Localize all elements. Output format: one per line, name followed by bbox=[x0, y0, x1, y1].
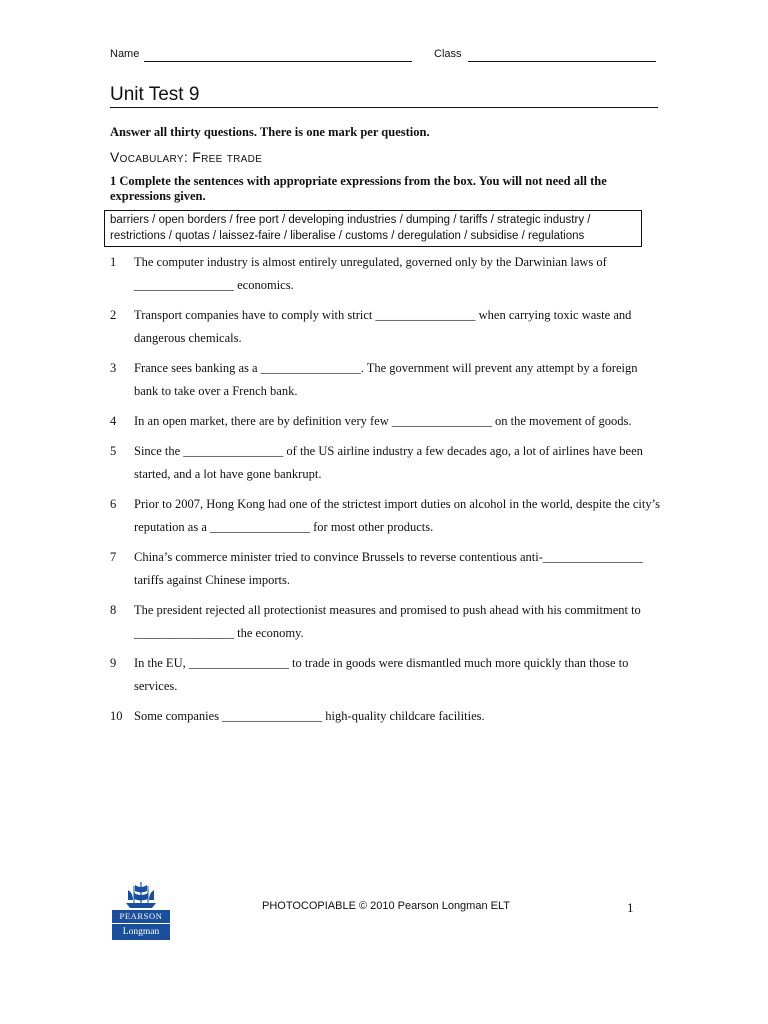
question-text: In the EU, ________________ to trade in goods were dismantled much more quickly than those to services. bbox=[134, 656, 629, 693]
question-number: 2 bbox=[110, 308, 117, 322]
question-text: Transport companies have to comply with strict ________________ when carrying toxic waste and dangerous chemicals. bbox=[134, 308, 632, 345]
question-text: Since the ________________ of the US airline industry a few decades ago, a lot of airlines have been started, and a lot have gone bankrupt. bbox=[134, 444, 643, 481]
student-info-row bbox=[110, 48, 658, 66]
question-item bbox=[110, 304, 660, 350]
page-title: Unit Test 9 bbox=[110, 84, 200, 105]
name-blank-line bbox=[144, 61, 412, 62]
general-instructions: Answer all thirty questions. There is one mark per question. bbox=[110, 125, 430, 139]
question-text: The president rejected all protectionist measures and promised to push ahead with his commitment to ________________ the economy. bbox=[134, 603, 641, 640]
question-item bbox=[110, 410, 660, 433]
logo-sub-text: Longman bbox=[112, 924, 170, 940]
question-list bbox=[110, 251, 660, 735]
question-item bbox=[110, 599, 660, 645]
question-number: 1 bbox=[110, 255, 117, 269]
class-label: Class bbox=[434, 48, 462, 60]
name-label: Name bbox=[110, 48, 140, 60]
question-text: Some companies ________________ high-quality childcare facilities. bbox=[134, 709, 485, 723]
class-blank-line bbox=[468, 61, 656, 62]
question-number: 9 bbox=[110, 656, 117, 670]
question-number: 3 bbox=[110, 361, 117, 375]
question-item bbox=[110, 440, 660, 486]
word-box: barriers / open borders / free port / developing industries / dumping / tariffs / strategic industry / restrictions / quotas / laissez-faire / liberalise / customs / deregulation / subsidise / regulations bbox=[104, 210, 642, 247]
question-item bbox=[110, 493, 660, 539]
section-heading: Vocabulary: Free trade bbox=[110, 149, 263, 165]
pearson-longman-logo bbox=[112, 880, 170, 940]
question-item bbox=[110, 705, 660, 728]
title-divider bbox=[110, 107, 658, 108]
question-text: The computer industry is almost entirely unregulated, governed only by the Darwinian laws of ________________ economics. bbox=[134, 255, 607, 292]
question-number: 5 bbox=[110, 444, 117, 458]
page-number: 1 bbox=[627, 900, 634, 915]
question-text: France sees banking as a ________________. The government will prevent any attempt by a foreign bank to take over a French bank. bbox=[134, 361, 638, 398]
question-text: Prior to 2007, Hong Kong had one of the strictest import duties on alcohol in the world, despite the city’s reputation as a ________________ for most other products. bbox=[134, 497, 660, 534]
question-number: 6 bbox=[110, 497, 117, 511]
ship-icon bbox=[112, 880, 170, 910]
question-number: 8 bbox=[110, 603, 117, 617]
exercise-instruction: 1 Complete the sentences with appropriate expressions from the box. You will not need all the expressions given. bbox=[110, 174, 607, 203]
question-number: 10 bbox=[110, 709, 123, 723]
question-item bbox=[110, 546, 660, 592]
question-item bbox=[110, 251, 660, 297]
question-text: In an open market, there are by definition very few ________________ on the movement of goods. bbox=[134, 414, 632, 428]
question-item bbox=[110, 357, 660, 403]
copyright-footer: PHOTOCOPIABLE © 2010 Pearson Longman ELT bbox=[262, 900, 510, 912]
question-number: 4 bbox=[110, 414, 117, 428]
question-number: 7 bbox=[110, 550, 117, 564]
logo-brand-text: PEARSON bbox=[112, 910, 170, 923]
question-item bbox=[110, 652, 660, 698]
question-text: China’s commerce minister tried to convince Brussels to reverse contentious anti-________________ tariffs against Chinese imports. bbox=[134, 550, 643, 587]
